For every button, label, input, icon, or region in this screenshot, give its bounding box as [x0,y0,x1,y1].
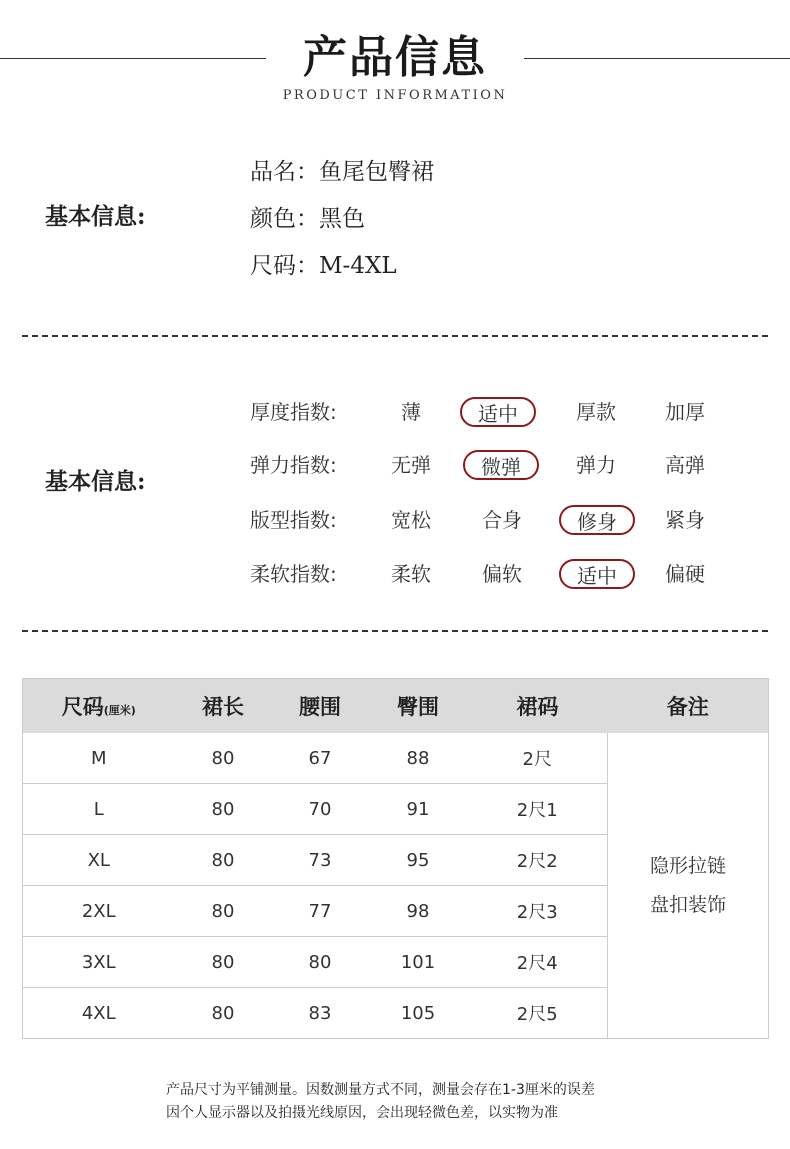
fit-option: 宽松 [391,508,431,532]
page-title: 产品信息 [303,32,487,83]
thickness-index-label: 厚度指数: [250,400,337,424]
fit-option: 紧身 [665,508,705,532]
skirt-size-cell: 2尺3 [468,886,608,937]
length-cell: 80 [175,886,272,937]
col-header-note: 备注 [608,679,769,734]
waist-cell: 67 [308,747,332,769]
hip-cell: 105 [369,988,468,1039]
length-cell: 80 [175,835,272,886]
hip-cell: 88 [406,747,430,769]
note-line: 盘扣装饰 [649,893,726,916]
size-cell: M [90,747,107,769]
elasticity-option: 弹力 [576,453,616,477]
basic-info-label: 基本信息: [45,203,146,230]
softness-option: 柔软 [391,562,431,586]
product-size-range: 尺码：M-4XL [250,253,397,279]
softness-option: 偏软 [482,562,522,586]
length-cell: 80 [211,747,235,769]
table-row [23,733,769,784]
col-header-skirt-size: 裙码 [468,679,608,734]
elasticity-option: 高弹 [665,453,705,477]
skirt-size-cell: 2尺1 [468,784,608,835]
length-cell: 80 [175,988,272,1039]
elasticity-option-selected: 微弹 [463,450,539,480]
size-table [22,678,769,1039]
softness-option-selected: 适中 [559,559,635,589]
fit-option: 合身 [482,508,522,532]
section-divider [22,335,768,337]
indices-section-label: 基本信息: [45,468,146,495]
elasticity-option: 无弹 [391,453,431,477]
size-cell: 4XL [23,988,175,1039]
hip-cell: 101 [369,937,468,988]
note-cell [608,733,769,1039]
size-cell: 2XL [23,886,175,937]
col-header-length: 裙长 [175,679,272,734]
skirt-size-cell: 2尺5 [468,988,608,1039]
footer-note-color: 因个人显示器以及拍摄光线原因，会出现轻微色差，以实物为准 [166,1105,558,1121]
waist-cell: 70 [272,784,369,835]
col-header-size: 尺码(厘米) [23,679,175,734]
skirt-size-cell: 2尺2 [468,835,608,886]
thickness-option: 加厚 [665,400,705,424]
page-subtitle: PRODUCT INFORMATION [282,88,508,103]
footer-note-measurement: 产品尺寸为平铺测量。因数测量方式不同，测量会存在1-3厘米的误差 [166,1082,595,1098]
hip-cell: 91 [369,784,468,835]
product-name: 品名：鱼尾包臀裙 [250,159,434,185]
thickness-option: 薄 [401,400,421,424]
fit-index-label: 版型指数: [250,508,337,532]
softness-index-label: 柔软指数: [250,562,337,586]
thickness-option-selected: 适中 [460,397,536,427]
col-header-waist: 腰围 [272,679,369,734]
size-cell: 3XL [23,937,175,988]
fit-option-selected: 修身 [559,505,635,535]
size-cell: L [23,784,175,835]
length-cell: 80 [175,937,272,988]
hip-cell: 98 [369,886,468,937]
size-cell: XL [23,835,175,886]
elasticity-index-label: 弹力指数: [250,453,337,477]
note-line: 隐形拉链 [649,854,726,877]
waist-cell: 77 [272,886,369,937]
section-divider [22,630,768,632]
waist-cell: 73 [272,835,369,886]
hip-cell: 95 [369,835,468,886]
length-cell: 80 [175,784,272,835]
waist-cell: 83 [272,988,369,1039]
skirt-size-cell: 2尺4 [468,937,608,988]
waist-cell: 80 [272,937,369,988]
table-header-row [23,679,769,734]
softness-option: 偏硬 [665,562,705,586]
product-color: 颜色：黑色 [250,206,365,232]
thickness-option: 厚款 [576,400,616,424]
skirt-size-cell: 2尺 [522,749,552,770]
col-header-hip: 臀围 [369,679,468,734]
